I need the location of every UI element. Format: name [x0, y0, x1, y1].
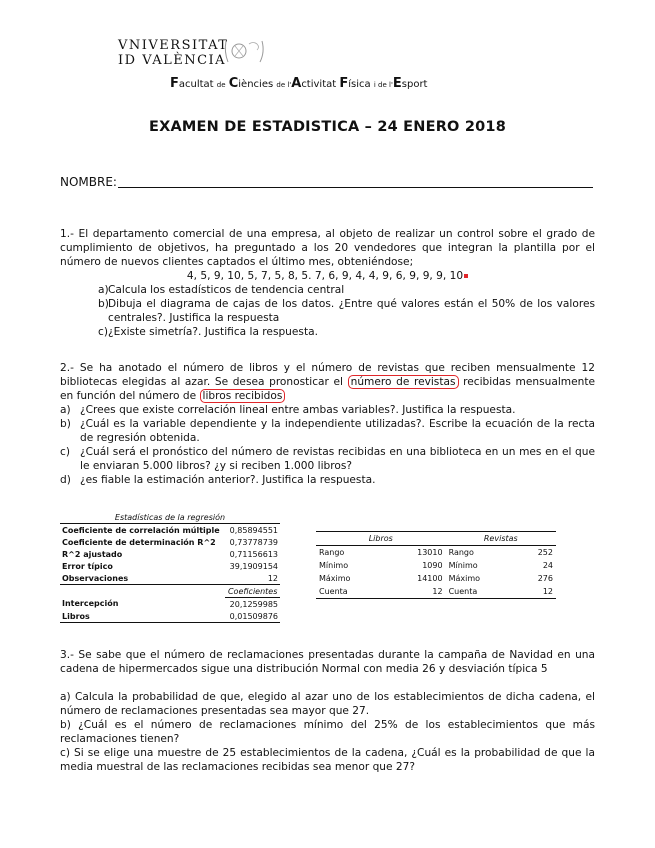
table-caption: Estadísticas de la regresión — [60, 511, 280, 524]
annotation-circle: número de revistas — [348, 375, 459, 389]
table-row: Coeficiente de correlación múltiple 0,85894551 — [62, 525, 278, 535]
summary-stats-table — [316, 531, 556, 599]
university-name-line2: ID VALÈNCIA — [118, 53, 227, 68]
list-item: c) ¿Existe simetría?. Justifica la respuesta. — [98, 326, 318, 338]
table-row: Cuenta 12 Cuenta 12 — [316, 585, 556, 599]
question-1-text: 1.- El departamento comercial de una empresa, al objeto de realizar un control sobre el grado de cumplimiento de objetivos, ha preguntado a los 20 vendedores que integran la plantilla por el número de nuevos clientes captados el último mes, obteniéndose; — [60, 228, 595, 268]
list-item: a) ¿Crees que existe correlación lineal entre ambas variables?. Justifica la respuesta. — [60, 404, 516, 416]
question-2 — [60, 361, 595, 487]
list-item: d) ¿es fiable la estimación anterior?. Justifica la respuesta. — [60, 474, 376, 486]
regression-stats-table — [60, 511, 280, 623]
university-name-line1: VNIVERSITAT — [118, 38, 229, 53]
list-item: a) Calcula la probabilidad de que, elegido al azar uno de los establecimientos de dicha cadena, el número de reclamaciones presentadas sea mayor que 27. — [60, 691, 595, 717]
list-item: c) Si se elige una muestre de 25 establecimientos de la cadena, ¿Cuál es la probabilidad de que la media muestral de las reclamaciones recibidas sea menor que 27? — [60, 747, 595, 773]
question-3-text: 3.- Se sabe que el número de reclamaciones presentadas durante la campaña de Navidad en una cadena de hipermercados sigue una distribución Normal con media 26 y desviación típica 5 — [60, 649, 595, 675]
nombre-field-line[interactable] — [118, 187, 593, 188]
red-mark-icon — [464, 274, 468, 278]
question-3 — [60, 648, 595, 774]
table-row: Intercepción 20,1259985 — [62, 599, 278, 609]
faculty-name: Facultat de Ciències de l'Activitat Física i de l'Esport — [170, 76, 428, 91]
university-logo — [118, 38, 518, 98]
table-row: Máximo 14100 Máximo 276 — [319, 574, 553, 583]
question-1 — [60, 227, 595, 339]
table-row: Coeficiente de determinación R^2 0,73778739 — [62, 537, 278, 547]
annotation-circle: libros recibidos — [200, 389, 286, 403]
page-title: EXAMEN DE ESTADISTICA – 24 ENERO 2018 — [149, 119, 506, 135]
table-row: Libros 0,01509876 — [62, 611, 278, 621]
table-row: Mínimo 1090 Mínimo 24 — [319, 561, 553, 570]
list-item: b) ¿Cuál es la variable dependiente y la independiente utilizadas?. Escribe la ecuación de la recta de regresión obtenida. — [60, 418, 595, 444]
table-row: Error típico 39,1909154 — [62, 561, 278, 571]
table-row: Rango 13010 Rango 252 — [319, 548, 553, 557]
column-header: Coeficientes — [225, 585, 280, 598]
column-header: Revistas — [446, 532, 556, 546]
university-seal-icon — [222, 38, 266, 66]
list-item: c) ¿Cuál será el pronóstico del número de revistas recibidas en una biblioteca en un mes en el que le enviaran 5.000 libros? ¿y si reciben 1.000 libros? — [60, 446, 595, 472]
table-row: Observaciones 12 — [62, 573, 278, 583]
list-item: b) ¿Cuál es el número de reclamaciones mínimo del 25% de los establecimientos que más reclamaciones tienen? — [60, 719, 595, 745]
list-item: b) Dibuja el diagrama de cajas de los datos. ¿Entre qué valores están el 50% de los valores centrales?. Justifica la respuesta — [98, 298, 595, 324]
table-row: R^2 ajustado 0,71156613 — [62, 549, 278, 559]
question-1-data: 4, 5, 9, 10, 5, 7, 5, 8, 5. 7, 6, 9, 4, 4, 9, 6, 9, 9, 9, 10 — [60, 269, 595, 283]
question-2-text: 2.- Se ha anotado el número de libros y el número de revistas que reciben mensualmente 12 bibliotecas elegidas al azar. Se desea pronosticar el número de revistas recibidas mensualmente en función del número de libros recibidos — [60, 362, 595, 402]
column-header: Libros — [316, 532, 446, 546]
nombre-label: NOMBRE: — [60, 175, 117, 189]
list-item: a) Calcula los estadísticos de tendencia central — [98, 284, 345, 296]
